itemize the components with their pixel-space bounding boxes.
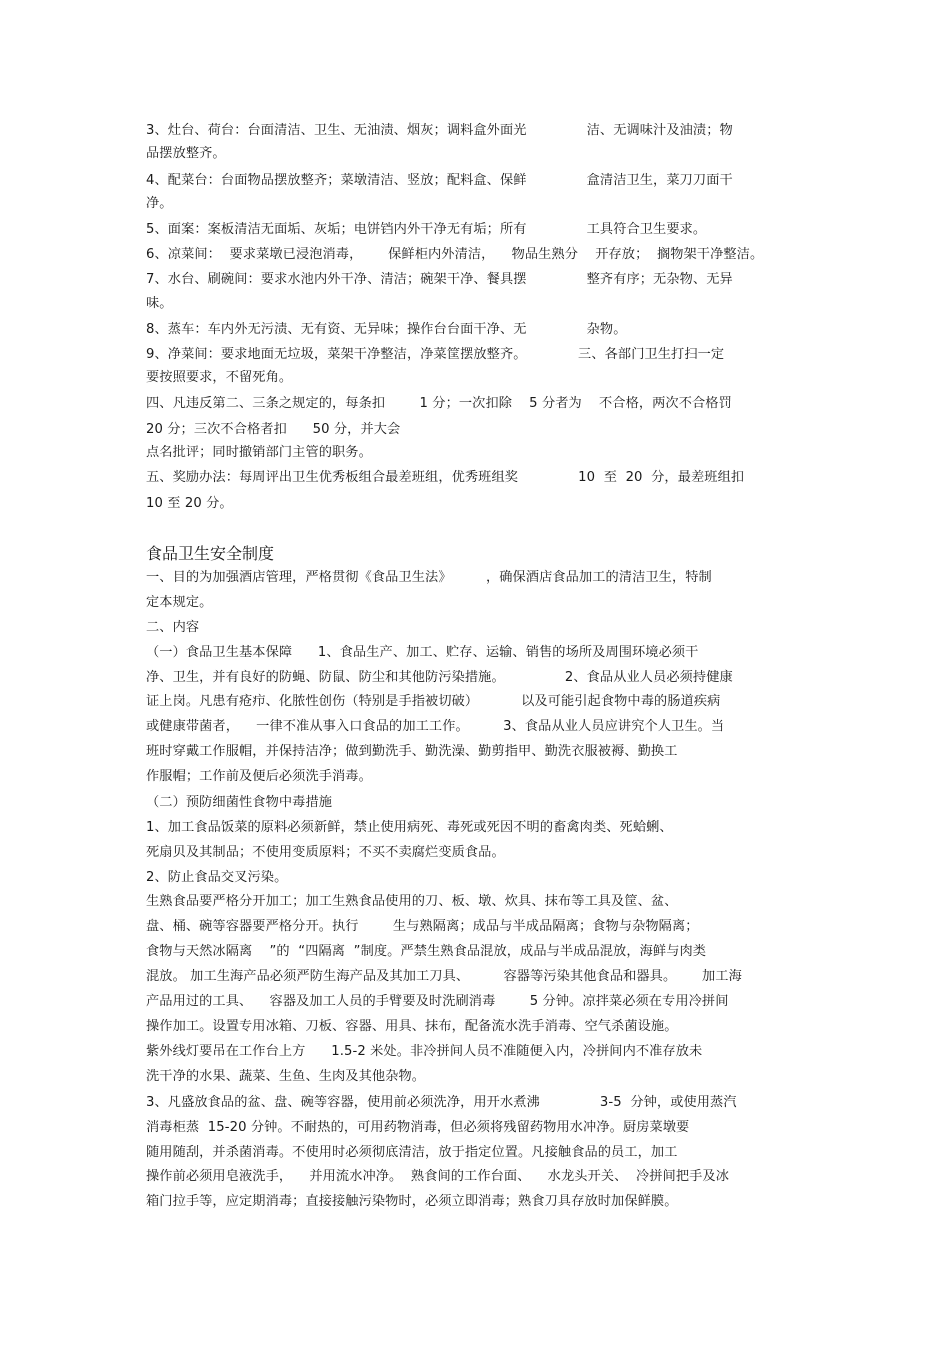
- text-line: 定本规定。: [146, 595, 213, 610]
- text-line: 随用随刮，并杀菌消毒。不使用时必须彻底清洁，放于指定位置。凡接触食品的员工，加工: [146, 1145, 678, 1160]
- text-line: 死扇贝及其制品；不使用变质原料；不买不卖腐烂变质食品。: [146, 845, 505, 860]
- text-line: 20 分；三次不合格者扣 50 分，并大会: [146, 422, 401, 437]
- text-line: 7、水台、刷碗间：要求水池内外干净、清洁；碗架干净、餐具摆 整齐有序；无杂物、无异: [146, 272, 733, 287]
- text-line: 8、蒸车：车内外无污渍、无有资、无异味；操作台台面干净、无 杂物。: [146, 322, 627, 337]
- text-line: 一、目的为加强酒店管理，严格贯彻《食品卫生法》 ，确保酒店食品加工的清洁卫生，特制: [146, 570, 712, 585]
- text-line: 五、奖励办法：每周评出卫生优秀板组合最差班组，优秀班组奖 10 至 20 分，最差班组扣: [146, 470, 745, 485]
- text-line: 3、灶台、荷台：台面清洁、卫生、无油渍、烟灰；调料盒外面光 洁、无调味汁及油渍；物: [146, 123, 733, 138]
- text-line: 10 至 20 分。: [146, 496, 233, 511]
- text-line: 班时穿戴工作服帽，并保持洁净；做到勤洗手、勤洗澡、勤剪指甲、勤洗衣服被褥、勤换工: [146, 744, 678, 759]
- text-line: （二）预防细菌性食物中毒措施: [146, 795, 333, 810]
- text-line: 4、配菜台：台面物品摆放整齐；菜墩清洁、竖放；配料盒、保鲜 盒清洁卫生，菜刀刀面干: [146, 173, 733, 188]
- text-line: 证上岗。凡患有疮疖、化脓性创伤（特别是手指被切破） 以及可能引起食物中毒的肠道疾病: [146, 694, 721, 709]
- text-line: 净、卫生，并有良好的防蝇、防鼠、防尘和其他防污染措施。 2、食品从业人员必须持健康: [146, 670, 733, 685]
- text-line: 1、加工食品饭菜的原料必须新鲜，禁止使用病死、毒死或死因不明的畜禽肉类、死蛤蜊、: [146, 820, 673, 835]
- text-line: 要按照要求，不留死角。: [146, 370, 293, 385]
- text-line: 箱门拉手等，应定期消毒；直接接触污染物时，必须立即消毒；熟食刀具存放时加保鲜膜。: [146, 1194, 678, 1209]
- text-line: 味。: [146, 296, 173, 311]
- text-line: 点名批评；同时撤销部门主管的职务。: [146, 445, 372, 460]
- text-line: 品摆放整齐。: [146, 146, 226, 161]
- text-line: 二、内容: [146, 620, 200, 635]
- text-line: 操作加工。设置专用冰箱、刀板、容器、用具、抹布，配备流水洗手消毒、空气杀菌设施。: [146, 1019, 678, 1034]
- text-line: 洗干净的水果、蔬菜、生鱼、生肉及其他杂物。: [146, 1069, 426, 1084]
- text-line: 操作前必须用皂液洗手， 并用流水冲净。 熟食间的工作台面、 水龙头开关、 冷拼间把手及冰: [146, 1169, 729, 1184]
- text-line: 消毒柜蒸 15-20 分钟。不耐热的，可用药物消毒，但必须将残留药物用水冲净。厨房菜墩要: [146, 1120, 690, 1135]
- text-line: 四、凡违反第二、三条之规定的，每条扣 1 分；一次扣除 5 分者为 不合格，两次不合格罚: [146, 396, 732, 411]
- text-line: 6、凉菜间： 要求菜墩已浸泡消毒， 保鲜柜内外清洁， 物品生熟分 开存放； 搁物架干净整洁。: [146, 247, 764, 262]
- text-line: （一）食品卫生基本保障 1、食品生产、加工、贮存、运输、销售的场所及周围环境必须干: [146, 645, 699, 660]
- text-line: 2、防止食品交叉污染。: [146, 870, 288, 885]
- text-line: 盘、桶、碗等容器要严格分开。执行 生与熟隔离；成品与半成品隔离；食物与杂物隔离；: [146, 919, 699, 934]
- text-line: 食物与天然冰隔离 ”的 “四隔离 ”制度。严禁生熟食品混放，成品与半成品混放，海鲜与肉类: [146, 944, 707, 959]
- text-line: 紫外线灯要吊在工作台上方 1.5-2 米处。非冷拼间人员不准随便入内，冷拼间内不准存放未: [146, 1044, 703, 1059]
- text-line: 作服帽；工作前及便后必须洗手消毒。: [146, 769, 372, 784]
- text-line: 产品用过的工具、 容器及加工人员的手臂要及时洗刷消毒 5 分钟。凉拌菜必须在专用冷拼间: [146, 994, 729, 1009]
- text-line: 混放。 加工生海产品必须严防生海产品及其加工刀具、 容器等污染其他食品和器具。 加工海: [146, 969, 742, 984]
- text-line: 生熟食品要严格分开加工；加工生熟食品使用的刀、板、墩、炊具、抹布等工具及筐、盆、: [146, 894, 678, 909]
- text-line: 5、面案：案板清洁无面垢、灰垢；电饼铛内外干净无有垢；所有 工具符合卫生要求。: [146, 222, 707, 237]
- text-line: 或健康带菌者， 一律不准从事入口食品的加工工作。 3、食品从业人员应讲究个人卫生。当: [146, 719, 725, 734]
- text-line: 9、净菜间：要求地面无垃圾，菜架干净整洁，净菜筐摆放整齐。 三、各部门卫生打扫一定: [146, 347, 725, 362]
- section-title: 食品卫生安全制度: [146, 544, 275, 563]
- text-line: 3、凡盛放食品的盆、盘、碗等容器，使用前必须洗净，用开水煮沸 3-5 分钟，或使用蒸汽: [146, 1095, 737, 1110]
- text-line: 净。: [146, 196, 173, 211]
